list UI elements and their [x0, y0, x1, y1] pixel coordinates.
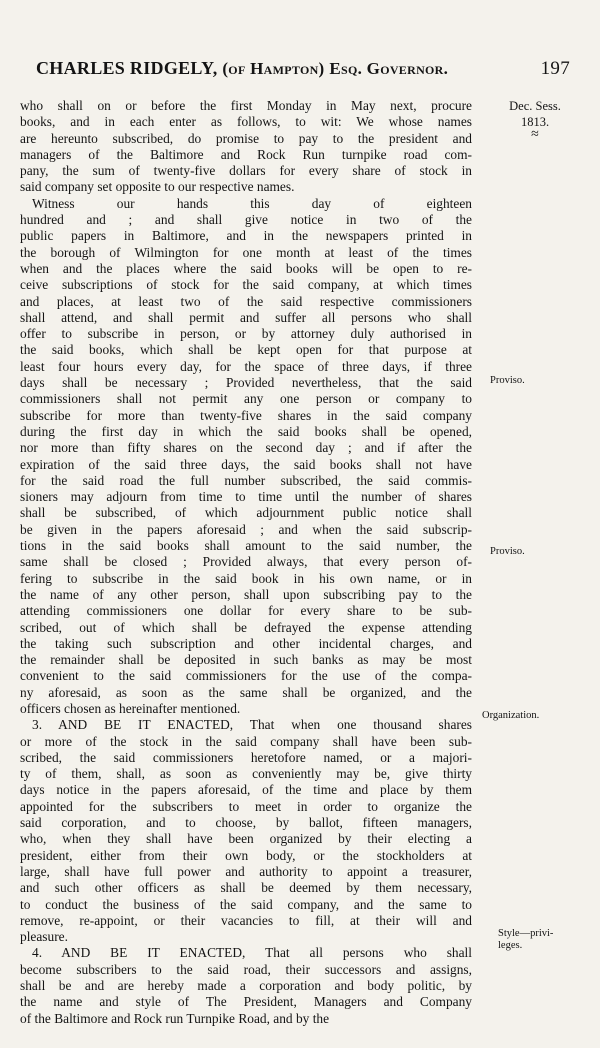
text-line: subscribe for more than twenty-five shares in the said company — [20, 407, 472, 423]
session-label: Dec. Sess. — [509, 99, 561, 113]
text-line: president, either from their own body, or the stockholders at — [20, 847, 472, 863]
text-line: the name and style of The President, Managers and Company — [20, 994, 472, 1010]
header-esq-governor: Esq. Governor. — [329, 59, 449, 78]
text-line: are hereunto subscribed, do promise to pay to the president and — [20, 130, 472, 146]
text-line: appointed for the subscribers to meet in order to organize the — [20, 798, 472, 814]
text-line: 3. AND BE IT ENACTED, That when one thousand shares — [32, 717, 472, 733]
text-line: hundred and ; and shall give notice in two of the — [20, 212, 472, 228]
text-line: who, when they shall have been organized by their electing a — [20, 831, 472, 847]
text-line: ty of them, shall, as soon as conveniently may be, give thirty — [20, 766, 472, 782]
text-line: said corporation, and to choose, by ballot, fifteen managers, — [20, 815, 472, 831]
text-line: and such other officers as shall be deemed by them necessary, — [20, 880, 472, 896]
text-line: during the first day in which the said books shall be opened, — [20, 423, 472, 439]
text-line: tions in the said books shall amount to the said number, the — [20, 538, 472, 554]
running-header — [36, 58, 570, 80]
text-line: the said books, which shall be kept open for that purpose at — [20, 342, 472, 358]
text-line: shall attend, and shall permit and suffer all persons who shall — [20, 309, 472, 325]
text-line: ceive subscriptions of stock for the said company, at which times — [20, 277, 472, 293]
text-line: Witness our hands this day of eighteen — [32, 195, 472, 211]
header-title — [36, 58, 448, 79]
text-line: same shall be closed ; Provided always, that every person of- — [20, 554, 472, 570]
text-line: who shall on or before the first Monday in May next, procure — [20, 98, 472, 113]
session-year: 1813. — [520, 115, 550, 129]
text-line: become subscribers to the said road, their successors and assigns, — [20, 961, 472, 977]
text-line: officers chosen as hereinafter mentioned. — [20, 700, 241, 716]
text-line: large, shall have full power and authority to appoint a treasurer, — [20, 863, 472, 879]
text-line: be given in the papers aforesaid ; and when the said subscrip- — [20, 521, 472, 537]
text-line: fering to subscribe in the said book in his own name, or in — [20, 570, 472, 586]
header-name: CHARLES RIDGELY, — [36, 58, 218, 78]
text-line: pany, the sum of twenty-five dollars for every share of stock in — [20, 163, 472, 179]
text-line: the taking such subscription and other incidental charges, and — [20, 635, 472, 651]
margin-note-style-privileges-2: leges. — [498, 940, 523, 951]
text-line: the name of any other person, shall upon subscribing pay to the — [20, 586, 472, 602]
text-line: for the said road the full number subscribed, the said commis- — [20, 472, 472, 488]
page-number: 197 — [540, 58, 570, 79]
text-line: ny aforesaid, as soon as the same shall be organized, and the — [20, 684, 472, 700]
margin-note-organization: Organization. — [482, 710, 540, 721]
text-line: scribed, out of which shall be defrayed the expense attending — [20, 619, 472, 635]
header-of-hampton: (of Hampton) — [222, 59, 325, 78]
brace-ornament: ≈ — [531, 127, 539, 142]
text-line: public papers in Baltimore, and in the newspapers printed in — [20, 228, 472, 244]
text-line: books, and in each enter as follows, to wit: We whose names — [20, 114, 472, 130]
text-line: commissioners shall not permit any one person or company to — [20, 391, 472, 407]
margin-note-proviso-2: Proviso. — [490, 546, 525, 557]
text-line: scribed, the said commissioners heretofore named, or a majori- — [20, 749, 472, 765]
text-line: when and the places where the said books will be open to re- — [20, 260, 472, 276]
text-line: convenient to the said commissioners for the use of the compa- — [20, 668, 472, 684]
text-line: or more of the stock in the said company shall have been sub- — [20, 733, 472, 749]
text-line: days notice in the papers aforesaid, of the time and place by them — [20, 782, 472, 798]
text-line: shall be subscribed, of which adjournment public notice shall — [20, 505, 472, 521]
text-line: nor more than fifty shares on the second day ; and if after the — [20, 440, 472, 456]
body-text — [20, 98, 472, 1027]
text-line: shall be and are hereby made a corporation and body politic, by — [20, 978, 472, 994]
text-line: and places, at least two of the said respective commissioners — [20, 293, 472, 309]
text-line: the remainder shall be deposited in such banks as may be most — [20, 652, 472, 668]
session-margin-note — [480, 98, 590, 140]
text-line: expiration of the said three days, the said books shall not have — [20, 456, 472, 472]
text-line: offer to subscribe in person, or by attorney duly authorised in — [20, 326, 472, 342]
text-line: 4. AND BE IT ENACTED, That all persons who shall — [32, 945, 472, 961]
text-line: remove, re-appoint, or their vacancies to fill, at their will and — [20, 912, 472, 928]
text-line: to conduct the business of the said company, and the same to — [20, 896, 472, 912]
text-line: sioners may adjourn from time to time until the number of shares — [20, 489, 472, 505]
text-line: days shall be necessary ; Provided nevertheless, that the said — [20, 375, 472, 391]
text-line: pleasure. — [20, 929, 68, 945]
text-line: least four hours every day, for the space of three days, if three — [20, 358, 472, 374]
text-line: the borough of Wilmington for one month at least of the times — [20, 244, 472, 260]
text-line: said company set opposite to our respective names. — [20, 179, 295, 195]
text-line: of the Baltimore and Rock run Turnpike Road, and by the — [20, 1010, 330, 1026]
text-line: managers of the Baltimore and Rock Run turnpike road com- — [20, 146, 472, 162]
margin-note-style-privileges-1: Style—privi- — [498, 928, 554, 939]
text-line: attending commissioners one dollar for every share to be sub- — [20, 603, 472, 619]
margin-note-proviso-1: Proviso. — [490, 375, 525, 386]
